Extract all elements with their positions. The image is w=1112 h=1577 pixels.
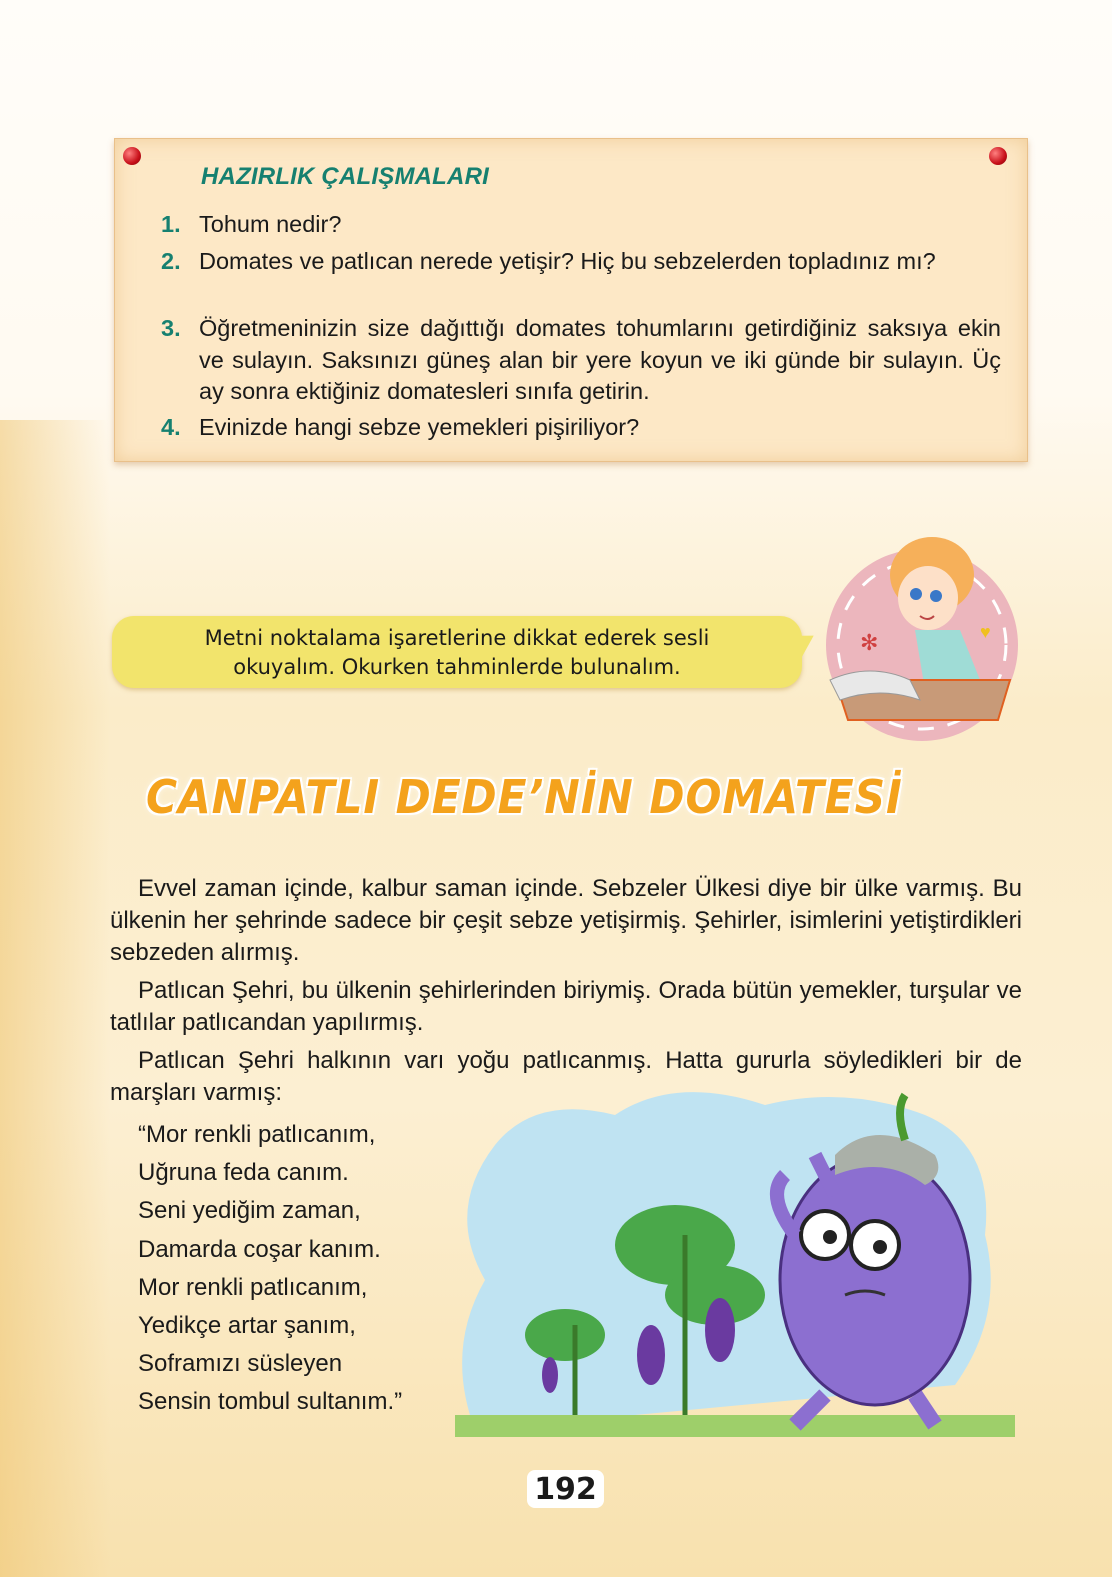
instruction-speech-bubble — [112, 616, 802, 688]
bubble-line: Metni noktalama işaretlerine dikkat ederek sesli — [204, 626, 710, 650]
anthem-poem — [138, 1116, 402, 1422]
item-number: 4. — [161, 414, 181, 440]
prep-item — [161, 313, 1001, 408]
prep-item — [161, 209, 1001, 241]
item-text: Tohum nedir? — [199, 211, 342, 237]
poem-line: Soframızı süsleyen — [138, 1350, 343, 1378]
eggplant-character-illustration — [455, 1085, 1015, 1445]
svg-text:✻: ✻ — [860, 630, 879, 655]
poem-line: “Mor renkli patlıcanım, — [138, 1121, 376, 1148]
story-paragraph: Evvel zaman içinde, kalbur saman içinde. Sebzeler Ülkesi diye bir ülke varmış. Bu ülkenin her şehrinde sadece bir çeşit sebze yetişirmiş. Şehirler, isimlerini yetiştirdikleri sebzeden alırmış. — [110, 875, 1022, 966]
preparation-note-card — [114, 138, 1028, 462]
poem-line: Mor renkli patlıcanım, — [138, 1273, 368, 1301]
story-body — [110, 873, 1022, 1115]
item-text: Evinizde hangi sebze yemekleri pişiriliyor? — [199, 414, 640, 440]
poem-line: Damarda coşar kanım. — [138, 1235, 381, 1263]
story-paragraph: Patlıcan Şehri halkının varı yoğu patlıcanmış. Hatta gururla söyledikleri bir de marşları varmış: — [110, 1047, 1022, 1106]
prep-item — [161, 246, 1001, 278]
prep-heading: HAZIRLIK ÇALIŞMALARI — [201, 163, 489, 190]
poem-line: Seni yediğim zaman, — [138, 1197, 361, 1225]
item-text: Domates ve patlıcan nerede yetişir? Hiç bu sebzelerden topladınız mı? — [199, 248, 936, 274]
item-number: 1. — [161, 211, 181, 237]
pin-icon — [989, 147, 1007, 165]
item-number: 3. — [161, 315, 181, 341]
page-edge-texture — [0, 420, 110, 1577]
bubble-line: okuyalım. Okurken tahminlerde bulunalım. — [233, 655, 681, 679]
prep-item — [161, 412, 1001, 444]
reading-girl-illustration — [820, 530, 1030, 760]
poem-line: Uğruna feda canım. — [138, 1159, 349, 1187]
item-number: 2. — [161, 248, 181, 274]
poem-line: Yedikçe artar şanım, — [138, 1312, 356, 1340]
page-number: 192 — [527, 1470, 604, 1508]
item-text: Öğretmeninizin size dağıttığı domates tohumlarını getirdiğiniz saksıya ekin ve sulayın. Saksınızı güneş alan bir yere koyun ve iki günde bir sulayın. Üç ay sonra ektiğiniz domatesleri sınıfa getirin. — [199, 315, 1001, 404]
pin-icon — [123, 147, 141, 165]
story-paragraph: Patlıcan Şehri, bu ülkenin şehirlerinden biriymiş. Orada bütün yemekler, turşular ve tatlılar patlıcandan yapılırmış. — [110, 977, 1022, 1036]
poem-line: Sensin tombul sultanım.” — [138, 1388, 403, 1416]
svg-text:♥: ♥ — [980, 622, 991, 642]
story-title: CANPATLI DEDE’NİN DOMATESİ — [146, 770, 903, 824]
